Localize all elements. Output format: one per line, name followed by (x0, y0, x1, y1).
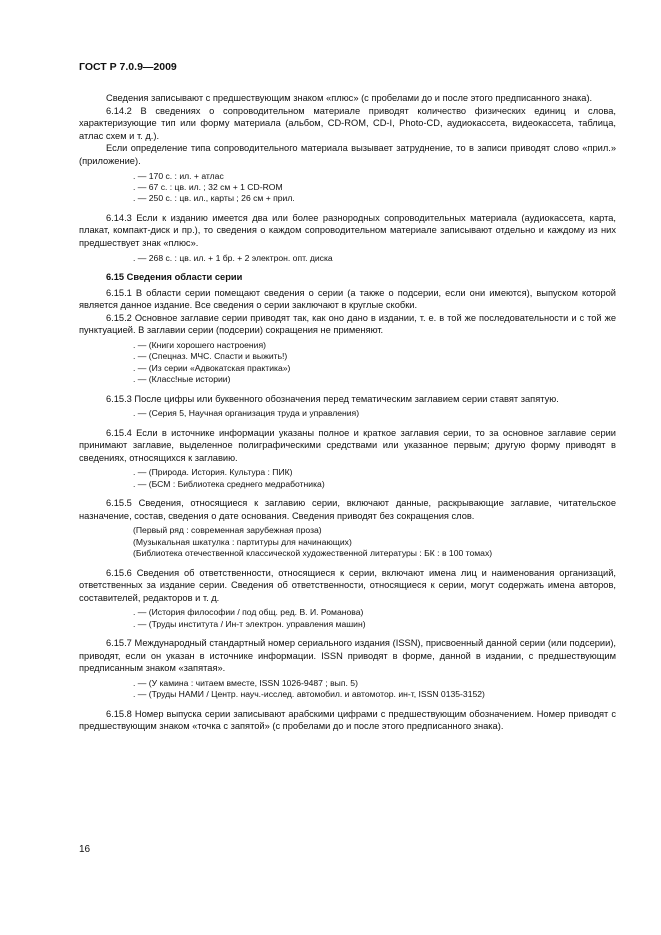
example-line: . — (Природа. История. Культура : ПИК) (133, 467, 293, 478)
paragraph: 6.14.3 Если к изданию имеется два или более разнородных сопроводительных материала (аудиокассета, карта, плакат, компакт-диск и пр.), то сведения о каждом сопроводительном материале записывают отдельно и каждому из них предшествует знак «плюс». (79, 212, 616, 248)
section-heading: 6.15 Сведения области серии (106, 271, 243, 282)
paragraph: 6.14.2 В сведениях о сопроводительном материале приводят количество физических единиц и слова, характеризующие тип или форму материала (альбом, CD-ROM, CD-I, Photo-CD, аудиокассета, видеокассета, таблица, атлас схем и т. д.). (79, 105, 616, 141)
example-line: . — (История философии / под общ. ред. В. И. Романова) (133, 607, 364, 618)
paragraph: 6.15.3 После цифры или буквенного обозначения перед тематическим заглавием серии ставят запятую. (106, 393, 559, 404)
example-block (79, 340, 616, 386)
example-line: . — (Труды НАМИ / Центр. науч.-исслед. автомобил. и автомотор. ин-т, ISSN 0135-3152) (133, 689, 485, 700)
example-line: (Первый ряд : современная зарубежная проза) (133, 525, 322, 536)
paragraph: Если определение типа сопроводительного материала вызывает затруднение, то в записи приводят слово «прил.» (приложение). (79, 143, 616, 166)
example-line: . — (Серия 5, Научная организация труда и управления) (133, 408, 360, 419)
example-line: . — (У камина : читаем вместе, ISSN 1026-9487 ; вып. 5) (133, 677, 358, 688)
document-header: ГОСТ Р 7.0.9—2009 (79, 61, 177, 73)
example-line: . — 170 с. : ил. + атлас (133, 170, 224, 181)
paragraph: Сведения записывают с предшествующим знаком «плюс» (с пробелами до и после этого предписанного знака). (106, 93, 593, 103)
example-block (79, 467, 616, 490)
example-line: . — (Спецназ. МЧС. Спасти и выжить!) (133, 351, 288, 362)
paragraph: 6.15.7 Международный стандартный номер сериального издания (ISSN), присвоенный данной серии (или подсерии), приводят, если он указан в источнике информации. ISSN приводят в форме, данной в издании, с предшествующим предписанным знаком «запятая». (79, 638, 616, 674)
example-block (79, 171, 616, 205)
example-line: . — (Класс!ные истории) (133, 374, 231, 385)
example-block (79, 408, 616, 419)
paragraph: 6.15.5 Сведения, относящиеся к заглавию серии, включают данные, раскрывающие заглавие, читательское назначение, состав, сведения о дате основания. Сведения приводят без сокращения слов. (79, 498, 616, 521)
document-body (79, 92, 616, 733)
page-number: 16 (79, 844, 91, 855)
paragraph: 6.15.2 Основное заглавие серии приводят так, как оно дано в издании, т. е. в той же последовательности и с той же пунктуацией. В заглавии серии (подсерии) сокращения не применяют. (79, 312, 616, 336)
example-block (79, 607, 616, 630)
paragraph: 6.15.4 Если в источнике информации указаны полное и краткое заглавия серии, то за основное заглавие серии принимают заглавие, выделенное полиграфическими средствами или указанное первым; другую форму приводят в сведениях, относящихся к заглавию. (79, 427, 616, 463)
example-line: (Библиотека отечественной классической художественной литературы : БК : в 100 томах) (133, 548, 493, 559)
example-line: . — 67 с. : цв. ил. ; 32 см + 1 CD-ROM (133, 181, 283, 192)
example-line: . — (Труды института / Ин-т электрон. управления машин) (133, 618, 366, 629)
example-block (79, 678, 616, 701)
example-line: . — 250 с. : цв. ил., карты ; 26 см + прил. (133, 193, 295, 204)
example-line: . — (Книги хорошего настроения) (133, 339, 266, 350)
paragraph: 6.15.8 Номер выпуска серии записывают арабскими цифрами с предшествующим обозначением. Номер приводят с предшествующим знаком «точка с запятой» (с пробелами до и после этого предписанного знака). (79, 708, 616, 732)
paragraph: 6.15.6 Сведения об ответственности, относящиеся к серии, включают имена лиц и наименования организаций, ответственных за издание серии. Сведения об ответственности, относящиеся к серии, могут содержать имена авторов, составителей, редакторов и т. д. (79, 567, 616, 603)
example-line: . — (Из серии «Адвокатская практика») (133, 362, 291, 373)
example-line: . — 268 с. : цв. ил. + 1 бр. + 2 электрон. опт. диска (133, 252, 333, 263)
example-line: . — (БСМ : Библиотека среднего медработника) (133, 478, 325, 489)
example-line: (Музыкальная шкатулка : партитуры для начинающих) (133, 536, 352, 547)
example-block (79, 253, 616, 264)
example-block (79, 525, 616, 559)
paragraph: 6.15.1 В области серии помещают сведения о серии (а также о подсерии, если они имеются), выпуском которой является данное издание. Все сведения о серии заключают в круглые скобки. (79, 287, 616, 311)
